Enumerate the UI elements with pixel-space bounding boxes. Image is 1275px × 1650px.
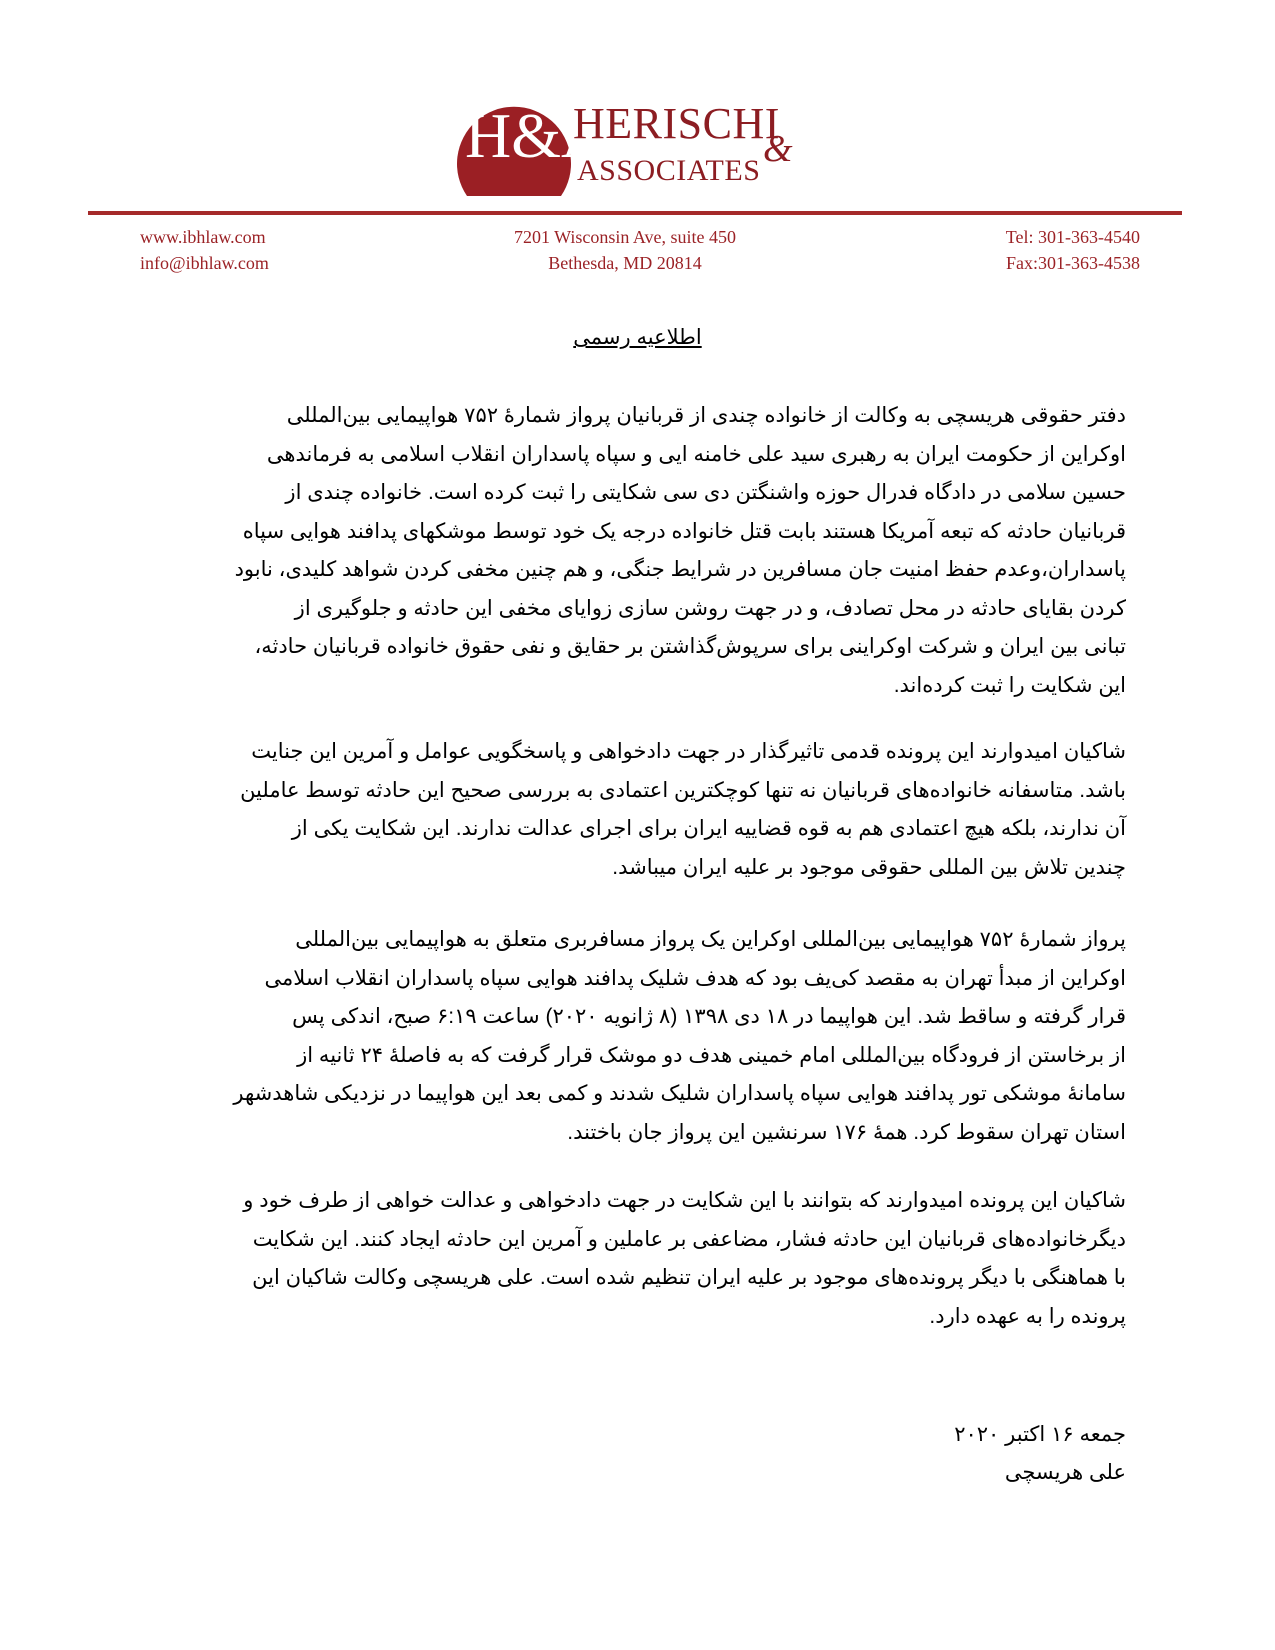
logo-firm-subtitle: ASSOCIATES bbox=[577, 154, 761, 187]
text-line: چندین تلاش بین المللی حقوقی موجود بر علیه ایران میباشد. bbox=[612, 855, 1126, 879]
logo-ampersand: & bbox=[763, 128, 793, 170]
document-date: جمعه ۱۶ اکتبر ۲۰۲۰ bbox=[954, 1423, 1126, 1446]
logo-firm-name: HERISCHI bbox=[573, 99, 780, 148]
text-line: از برخاستن از فرودگاه بین‌المللی امام خمینی هدف دو موشک قرار گرفت که به فاصلهٔ ۲۴ ثانیه از bbox=[297, 1043, 1126, 1067]
paragraph-3 bbox=[160, 921, 1126, 1152]
text-line: اوکراین از مبدأ تهران به مقصد کی‌یف بود که هدف شلیک پدافند هوایی سپاه پاسداران انقلاب اسلامی bbox=[264, 966, 1126, 990]
signatory-name: علی هریسچی bbox=[1004, 1461, 1126, 1484]
contact-web bbox=[140, 224, 269, 276]
email-link[interactable]: info@ibhlaw.com bbox=[140, 253, 269, 273]
address-line-2: Bethesda, MD 20814 bbox=[548, 253, 702, 273]
address-line-1: 7201 Wisconsin Ave, suite 450 bbox=[513, 227, 737, 247]
text-line: آن ندارند، بلکه هیچ اعتمادی هم به قوه قضاییه ایران برای اجرای عدالت ندارند. این شکایت یکی از bbox=[291, 817, 1126, 840]
text-line: کردن بقایای حادثه در محل تصادف، و در جهت روشن سازی زوایای مخفی این حادثه و جلوگیری از bbox=[294, 596, 1126, 620]
text-line: پرواز شمارهٔ ۷۵۲ هواپیمایی بین‌المللی اوکراین یک پرواز مسافربری متعلق به هواپیمایی بین‌المللی bbox=[295, 928, 1126, 951]
text-line: قربانیان حادثه که تبعه آمریکا هستند بابت قتل خانواده درجه یک خود توسط موشکهای پدافند هوایی سپاه bbox=[242, 519, 1126, 543]
text-line: پاسداران،وعدم حفظ امنیت جان مسافرین در شرایط جنگی، و هم چنین مخفی کردن شواهد کلیدی، نابود bbox=[234, 558, 1126, 581]
text-line: با هماهنگی با دیگر پرونده‌های موجود بر علیه ایران تنظیم شده است. علی هریسچی وکالت شاکیان این bbox=[252, 1266, 1126, 1289]
contact-address bbox=[498, 224, 752, 276]
signature-block bbox=[860, 1416, 1126, 1492]
fax: Fax:301-363-4538 bbox=[1006, 253, 1140, 273]
text-line: حسین سلامی در دادگاه فدرال حوزه واشنگتن دی سی شکایتی را ثبت کرده است. خانواده چندی از bbox=[285, 481, 1126, 504]
paragraph-4 bbox=[160, 1182, 1126, 1336]
text-line: این شکایت را ثبت کرده‌اند. bbox=[893, 673, 1126, 697]
text-line: استان تهران سقوط کرد. همهٔ ۱۷۶ سرنشین این پرواز جان باختند. bbox=[567, 1120, 1126, 1144]
paragraph-1 bbox=[160, 397, 1126, 705]
text-line: شاکیان امیدوارند این پرونده قدمی تاثیرگذار در جهت دادخواهی و پاسخگویی عوامل و آمرین این جنایت bbox=[251, 740, 1126, 763]
text-line: دیگرخانواده‌های قربانیان این حادثه فشار، مضاعفی بر عاملین و آمرین این حادثه ایجاد کنند. این شکایت bbox=[252, 1227, 1126, 1251]
contact-phone bbox=[960, 224, 1140, 276]
text-line: دفتر حقوقی هریسچی به وکالت از خانواده چندی از قربانیان پرواز شمارهٔ ۷۵۲ هواپیمایی بین‌المللی bbox=[286, 404, 1126, 427]
logo-monogram: H&A bbox=[465, 100, 608, 171]
text-line: شاکیان این پرونده امیدوارند که بتوانند با این شکایت در جهت دادخواهی و عدالت خواهی از طرف خود و bbox=[243, 1189, 1126, 1212]
letterhead-divider bbox=[88, 211, 1182, 215]
website-link[interactable]: www.ibhlaw.com bbox=[140, 227, 266, 247]
text-line: سامانهٔ موشکی تور پدافند هوایی سپاه پاسداران شلیک شدند و کمی بعد این هواپیما در نزدیکی شاهدشهر bbox=[233, 1082, 1126, 1105]
text-line: اوکراین از حکومت ایران به رهبری سید علی خامنه ایی و سپاه پاسداران انقلاب اسلامی به فرماندهی bbox=[266, 442, 1126, 466]
paragraph-2 bbox=[160, 733, 1126, 887]
text-line: پرونده را به عهده دارد. bbox=[929, 1304, 1126, 1328]
firm-logo bbox=[455, 96, 815, 196]
document-title: اطلاعیه رسمی bbox=[573, 326, 702, 349]
telephone: Tel: 301-363-4540 bbox=[1005, 227, 1140, 247]
text-line: تبانی بین ایران و شرکت اوکراینی برای سرپوش‌گذاشتن بر حقایق و نفی حقوق خانواده قربانیان حادثه، bbox=[254, 635, 1126, 658]
text-line: باشد. متاسفانه خانواده‌های قربانیان نه تنها کوچکترین اعتمادی به بررسی صحیح این حادثه توسط عاملین bbox=[240, 778, 1126, 802]
text-line: قرار گرفته و ساقط شد. این هواپیما در ۱۸ دی ۱۳۹۸ (۸ ژانویه ۲۰۲۰) ساعت ۶:۱۹ صبح، اندکی پس bbox=[292, 1005, 1126, 1028]
